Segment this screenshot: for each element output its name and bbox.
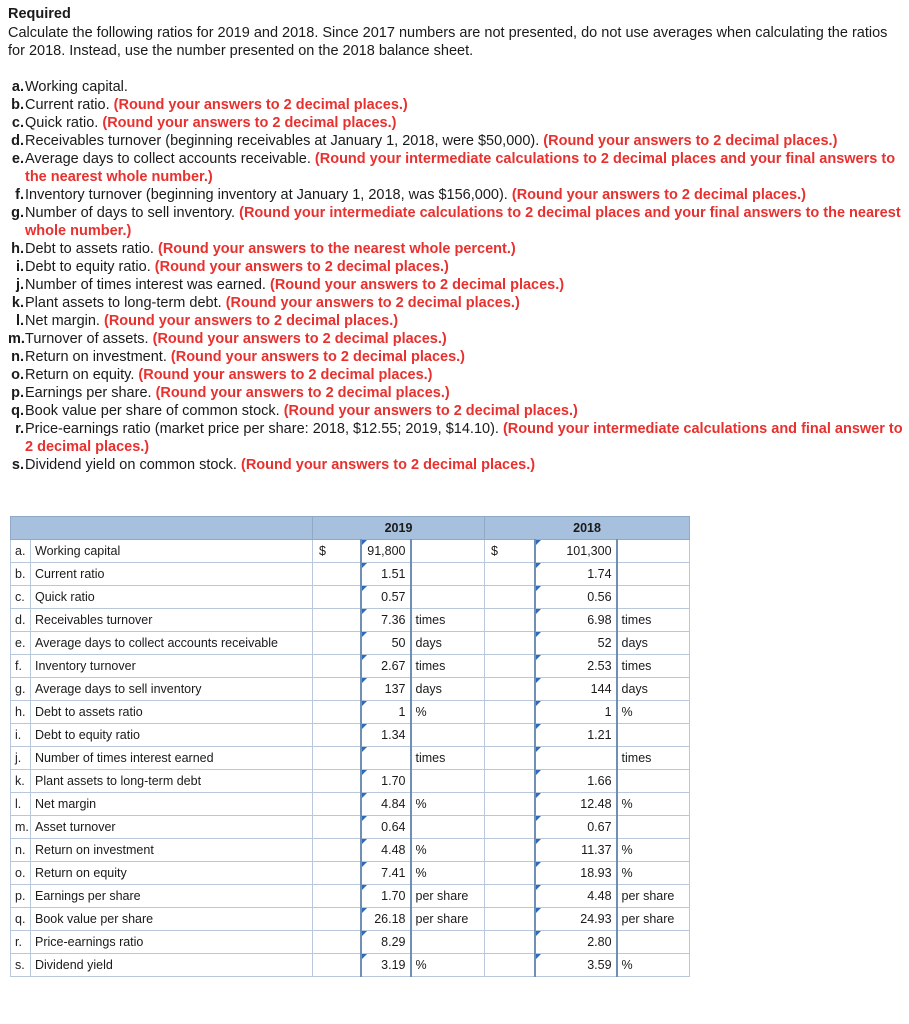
question-letter: b. — [11, 97, 24, 113]
rounding-instruction: (Round your answers to 2 decimal places.) — [155, 385, 450, 401]
question-item — [8, 276, 903, 294]
table-row — [11, 609, 690, 632]
currency-symbol-2019 — [313, 609, 361, 632]
currency-symbol-2018: $ — [485, 540, 535, 563]
currency-symbol-2018 — [485, 632, 535, 655]
question-letter: o. — [11, 367, 24, 383]
row-letter: h. — [11, 701, 31, 724]
header-blank — [11, 517, 313, 540]
unit-label-2019: % — [411, 839, 485, 862]
answer-input-2019[interactable]: 1.70 — [361, 770, 411, 793]
unit-label-2018 — [617, 563, 690, 586]
table-row — [11, 793, 690, 816]
answer-input-2018[interactable]: 1.74 — [535, 563, 617, 586]
question-item — [8, 240, 903, 258]
answer-input-2018[interactable]: 6.98 — [535, 609, 617, 632]
answer-input-2018[interactable]: 101,300 — [535, 540, 617, 563]
unit-label-2018: % — [617, 793, 690, 816]
rounding-instruction: (Round your answers to 2 decimal places.) — [113, 97, 408, 113]
currency-symbol-2019 — [313, 839, 361, 862]
question-letter: i. — [15, 259, 24, 275]
unit-label-2018: % — [617, 701, 690, 724]
question-text: Quick ratio. — [25, 115, 103, 131]
currency-symbol-2018 — [485, 724, 535, 747]
question-letter: e. — [11, 151, 24, 167]
unit-label-2019: days — [411, 678, 485, 701]
question-text: Current ratio. — [25, 97, 114, 113]
row-letter: c. — [11, 586, 31, 609]
currency-symbol-2019 — [313, 931, 361, 954]
question-text: Number of times interest was earned. — [25, 277, 270, 293]
table-row — [11, 724, 690, 747]
unit-label-2019: times — [411, 609, 485, 632]
answer-input-2018[interactable]: 4.48 — [535, 885, 617, 908]
question-item — [8, 78, 903, 96]
row-letter: i. — [11, 724, 31, 747]
question-letter: g. — [11, 205, 24, 221]
currency-symbol-2019 — [313, 908, 361, 931]
row-label: Average days to collect accounts receivable — [31, 632, 313, 655]
unit-label-2018: times — [617, 609, 690, 632]
question-item — [8, 312, 903, 330]
row-letter: d. — [11, 609, 31, 632]
answer-input-2019[interactable]: 0.64 — [361, 816, 411, 839]
answer-input-2018[interactable]: 2.53 — [535, 655, 617, 678]
row-letter: g. — [11, 678, 31, 701]
unit-label-2018: days — [617, 632, 690, 655]
currency-symbol-2018 — [485, 586, 535, 609]
unit-label-2019: times — [411, 747, 485, 770]
currency-symbol-2018 — [485, 931, 535, 954]
answer-input-2019[interactable]: 91,800 — [361, 540, 411, 563]
table-row — [11, 678, 690, 701]
answer-input-2019[interactable]: 4.84 — [361, 793, 411, 816]
currency-symbol-2018 — [485, 747, 535, 770]
rounding-instruction: (Round your intermediate calculations and final answer to 2 decimal places.) — [25, 421, 903, 455]
question-letter: r. — [15, 421, 24, 437]
currency-symbol-2018 — [485, 609, 535, 632]
unit-label-2019: % — [411, 862, 485, 885]
unit-label-2018 — [617, 540, 690, 563]
question-text: Net margin. — [25, 313, 104, 329]
row-letter: r. — [11, 931, 31, 954]
answer-input-2019[interactable]: 137 — [361, 678, 411, 701]
currency-symbol-2018 — [485, 954, 535, 977]
rounding-instruction: (Round your answers to 2 decimal places.) — [543, 133, 838, 149]
answer-input-2018[interactable]: 3.59 — [535, 954, 617, 977]
table-row — [11, 839, 690, 862]
question-text: Receivables turnover (beginning receivables at January 1, 2018, were $50,000). — [25, 133, 544, 149]
table-row — [11, 540, 690, 563]
table-row — [11, 701, 690, 724]
question-letter: a. — [11, 79, 24, 95]
question-item — [8, 258, 903, 276]
currency-symbol-2019 — [313, 724, 361, 747]
column-header-2019: 2019 — [313, 517, 485, 540]
answer-input-2018[interactable]: 24.93 — [535, 908, 617, 931]
row-letter: m. — [11, 816, 31, 839]
question-item — [8, 330, 903, 348]
unit-label-2019 — [411, 931, 485, 954]
row-label: Receivables turnover — [31, 609, 313, 632]
question-letter: j. — [15, 277, 24, 293]
unit-label-2019 — [411, 586, 485, 609]
unit-label-2019 — [411, 770, 485, 793]
unit-label-2018 — [617, 931, 690, 954]
row-letter: e. — [11, 632, 31, 655]
unit-label-2018 — [617, 816, 690, 839]
row-label: Net margin — [31, 793, 313, 816]
table-row — [11, 908, 690, 931]
question-item — [8, 402, 903, 420]
rounding-instruction: (Round your answers to 2 decimal places.) — [241, 457, 536, 473]
currency-symbol-2018 — [485, 793, 535, 816]
currency-symbol-2019 — [313, 678, 361, 701]
row-label: Debt to equity ratio — [31, 724, 313, 747]
row-label: Plant assets to long-term debt — [31, 770, 313, 793]
row-label: Dividend yield — [31, 954, 313, 977]
question-item — [8, 186, 903, 204]
question-text: Average days to collect accounts receivable. — [25, 151, 315, 167]
question-letter: d. — [11, 133, 24, 149]
answer-input-2019[interactable]: 1.34 — [361, 724, 411, 747]
currency-symbol-2019 — [313, 793, 361, 816]
question-letter: n. — [11, 349, 24, 365]
question-text: Return on investment. — [25, 349, 171, 365]
row-letter: q. — [11, 908, 31, 931]
table-row — [11, 816, 690, 839]
unit-label-2018: times — [617, 747, 690, 770]
answer-input-2019[interactable]: 1 — [361, 701, 411, 724]
question-text: Earnings per share. — [25, 385, 156, 401]
rounding-instruction: (Round your answers to 2 decimal places.) — [102, 115, 397, 131]
row-label: Debt to assets ratio — [31, 701, 313, 724]
table-row — [11, 747, 690, 770]
unit-label-2018 — [617, 770, 690, 793]
question-letter: k. — [11, 295, 24, 311]
answer-input-2018[interactable]: 1.66 — [535, 770, 617, 793]
question-letter: c. — [11, 115, 24, 131]
answer-input-2019[interactable]: 26.18 — [361, 908, 411, 931]
currency-symbol-2018 — [485, 770, 535, 793]
rounding-instruction: (Round your answers to the nearest whole percent.) — [157, 241, 516, 257]
row-letter: s. — [11, 954, 31, 977]
question-letter: q. — [11, 403, 24, 419]
rounding-instruction: (Round your answers to 2 decimal places.) — [283, 403, 578, 419]
answer-input-2018[interactable] — [535, 747, 617, 770]
answer-input-2018[interactable]: 144 — [535, 678, 617, 701]
question-text: Book value per share of common stock. — [25, 403, 284, 419]
currency-symbol-2019 — [313, 747, 361, 770]
unit-label-2018: per share — [617, 908, 690, 931]
question-text: Number of days to sell inventory. — [25, 205, 240, 221]
row-label: Quick ratio — [31, 586, 313, 609]
question-item — [8, 420, 903, 456]
row-label: Price-earnings ratio — [31, 931, 313, 954]
table-row — [11, 954, 690, 977]
row-label: Average days to sell inventory — [31, 678, 313, 701]
answer-input-2019[interactable]: 1.51 — [361, 563, 411, 586]
question-item — [8, 150, 903, 186]
rounding-instruction: (Round your answers to 2 decimal places.) — [270, 277, 565, 293]
row-letter: p. — [11, 885, 31, 908]
table-row — [11, 770, 690, 793]
unit-label-2019: times — [411, 655, 485, 678]
question-letter: m. — [8, 331, 25, 347]
answer-input-2019[interactable]: 1.70 — [361, 885, 411, 908]
table-row — [11, 862, 690, 885]
currency-symbol-2019 — [313, 816, 361, 839]
question-item — [8, 366, 903, 384]
row-label: Return on investment — [31, 839, 313, 862]
unit-label-2019 — [411, 540, 485, 563]
currency-symbol-2019 — [313, 563, 361, 586]
unit-label-2019: % — [411, 701, 485, 724]
answer-input-2018[interactable]: 1 — [535, 701, 617, 724]
currency-symbol-2018 — [485, 816, 535, 839]
rounding-instruction: (Round your answers to 2 decimal places.) — [138, 367, 433, 383]
unit-label-2018: days — [617, 678, 690, 701]
answer-input-2018[interactable]: 0.67 — [535, 816, 617, 839]
currency-symbol-2019 — [313, 632, 361, 655]
rounding-instruction: (Round your answers to 2 decimal places.) — [152, 331, 447, 347]
question-text: Working capital. — [25, 79, 128, 95]
currency-symbol-2018 — [485, 839, 535, 862]
question-letter: l. — [15, 313, 24, 329]
question-item — [8, 96, 903, 114]
question-text: Debt to equity ratio. — [25, 259, 155, 275]
answer-input-2019[interactable]: 3.19 — [361, 954, 411, 977]
ratio-answer-table — [10, 516, 690, 977]
answer-input-2019[interactable]: 2.67 — [361, 655, 411, 678]
row-letter: a. — [11, 540, 31, 563]
rounding-instruction: (Round your answers to 2 decimal places.) — [103, 313, 399, 329]
row-label: Inventory turnover — [31, 655, 313, 678]
question-text: Return on equity. — [25, 367, 139, 383]
question-text: Dividend yield on common stock. — [25, 457, 241, 473]
row-label: Earnings per share — [31, 885, 313, 908]
question-text: Plant assets to long-term debt. — [25, 295, 226, 311]
rounding-instruction: (Round your intermediate calculations to 2 decimal places and your final answers to the nearest whole number.) — [25, 205, 901, 239]
row-letter: l. — [11, 793, 31, 816]
answer-input-2018[interactable]: 18.93 — [535, 862, 617, 885]
currency-symbol-2019 — [313, 701, 361, 724]
unit-label-2018 — [617, 724, 690, 747]
question-item — [8, 294, 903, 312]
rounding-instruction: (Round your answers to 2 decimal places.) — [170, 349, 465, 365]
currency-symbol-2019: $ — [313, 540, 361, 563]
currency-symbol-2018 — [485, 862, 535, 885]
answer-input-2019[interactable]: 8.29 — [361, 931, 411, 954]
unit-label-2019: per share — [411, 885, 485, 908]
question-item — [8, 384, 903, 402]
answer-input-2019[interactable]: 7.36 — [361, 609, 411, 632]
unit-label-2019 — [411, 563, 485, 586]
row-letter: b. — [11, 563, 31, 586]
unit-label-2019 — [411, 816, 485, 839]
answer-input-2018[interactable]: 52 — [535, 632, 617, 655]
table-row — [11, 931, 690, 954]
instructions-text: Calculate the following ratios for 2019 and 2018. Since 2017 numbers are not presented, do not use averages when calculating the ratios for 2018. Instead, use the number presented on the 2018 balance sheet. — [8, 25, 888, 59]
question-item — [8, 114, 903, 132]
question-letter: s. — [11, 457, 24, 473]
unit-label-2018 — [617, 586, 690, 609]
question-text: Price-earnings ratio (market price per share: 2018, $12.55; 2019, $14.10). — [25, 421, 503, 437]
answer-input-2019[interactable]: 0.57 — [361, 586, 411, 609]
question-item — [8, 204, 903, 240]
currency-symbol-2019 — [313, 862, 361, 885]
rounding-instruction: (Round your intermediate calculations to 2 decimal places and your final answers to the nearest whole number.) — [25, 151, 896, 185]
currency-symbol-2018 — [485, 908, 535, 931]
unit-label-2019: % — [411, 954, 485, 977]
currency-symbol-2019 — [313, 586, 361, 609]
rounding-instruction: (Round your answers to 2 decimal places.) — [154, 259, 449, 275]
required-heading: Required — [8, 6, 71, 22]
row-letter: j. — [11, 747, 31, 770]
row-letter: n. — [11, 839, 31, 862]
row-label: Book value per share — [31, 908, 313, 931]
answer-input-2019[interactable]: 50 — [361, 632, 411, 655]
question-letter: f. — [15, 187, 24, 203]
rounding-instruction: (Round your answers to 2 decimal places.) — [511, 187, 806, 203]
unit-label-2019: per share — [411, 908, 485, 931]
table-row — [11, 885, 690, 908]
answer-input-2019[interactable] — [361, 747, 411, 770]
unit-label-2019 — [411, 724, 485, 747]
table-row — [11, 655, 690, 678]
question-letter: p. — [11, 385, 24, 401]
currency-symbol-2019 — [313, 655, 361, 678]
unit-label-2018: % — [617, 954, 690, 977]
currency-symbol-2018 — [485, 655, 535, 678]
row-letter: f. — [11, 655, 31, 678]
rounding-instruction: (Round your answers to 2 decimal places.) — [225, 295, 520, 311]
answer-input-2018[interactable]: 1.21 — [535, 724, 617, 747]
unit-label-2019: % — [411, 793, 485, 816]
currency-symbol-2019 — [313, 954, 361, 977]
row-label: Current ratio — [31, 563, 313, 586]
currency-symbol-2019 — [313, 885, 361, 908]
table-row — [11, 563, 690, 586]
question-item — [8, 132, 903, 150]
table-row — [11, 632, 690, 655]
column-header-2018: 2018 — [485, 517, 690, 540]
unit-label-2018: per share — [617, 885, 690, 908]
row-letter: o. — [11, 862, 31, 885]
row-label: Number of times interest earned — [31, 747, 313, 770]
currency-symbol-2018 — [485, 701, 535, 724]
question-list — [8, 78, 903, 474]
currency-symbol-2018 — [485, 563, 535, 586]
row-label: Working capital — [31, 540, 313, 563]
question-letter: h. — [11, 241, 24, 257]
unit-label-2018: times — [617, 655, 690, 678]
answer-input-2018[interactable]: 0.56 — [535, 586, 617, 609]
currency-symbol-2018 — [485, 678, 535, 701]
row-label: Asset turnover — [31, 816, 313, 839]
question-text: Inventory turnover (beginning inventory at January 1, 2018, was $156,000). — [25, 187, 512, 203]
row-label: Return on equity — [31, 862, 313, 885]
question-item — [8, 456, 903, 474]
answer-input-2019[interactable]: 4.48 — [361, 839, 411, 862]
unit-label-2018: % — [617, 839, 690, 862]
unit-label-2018: % — [617, 862, 690, 885]
unit-label-2019: days — [411, 632, 485, 655]
currency-symbol-2019 — [313, 770, 361, 793]
question-item — [8, 348, 903, 366]
question-text: Turnover of assets. — [25, 331, 153, 347]
answer-input-2018[interactable]: 11.37 — [535, 839, 617, 862]
answer-input-2018[interactable]: 12.48 — [535, 793, 617, 816]
currency-symbol-2018 — [485, 885, 535, 908]
table-row — [11, 586, 690, 609]
row-letter: k. — [11, 770, 31, 793]
answer-input-2018[interactable]: 2.80 — [535, 931, 617, 954]
table-header-row — [11, 517, 690, 540]
answer-input-2019[interactable]: 7.41 — [361, 862, 411, 885]
question-text: Debt to assets ratio. — [25, 241, 158, 257]
